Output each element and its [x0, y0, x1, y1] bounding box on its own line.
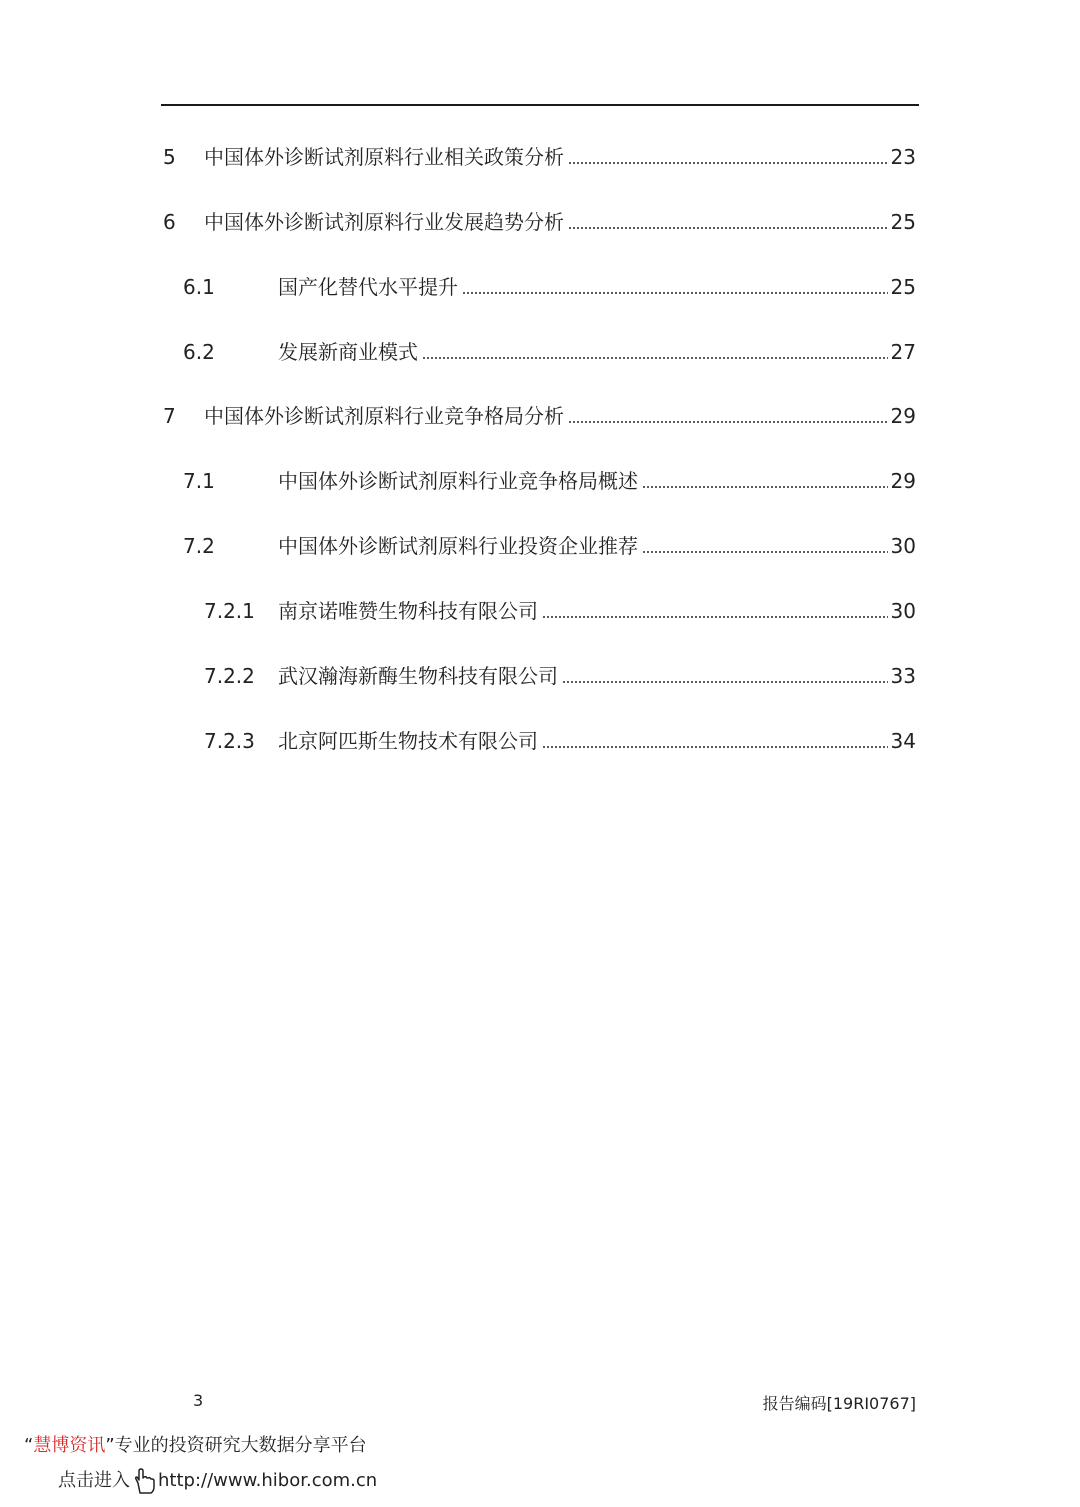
- toc-entry[interactable]: [163, 142, 916, 172]
- page-number: 3: [193, 1391, 204, 1410]
- toc-entry[interactable]: [163, 207, 916, 237]
- toc-entry-title: 武汉瀚海新酶生物科技有限公司: [278, 664, 558, 688]
- toc-entry-page: 29: [890, 404, 916, 428]
- open-quote: “: [24, 1435, 34, 1456]
- toc-entry-number: 7.2.3: [204, 729, 255, 753]
- toc-entry-title: 中国体外诊断试剂原料行业竞争格局分析: [204, 404, 564, 428]
- promo-tagline: 专业的投资研究大数据分享平台: [114, 1435, 367, 1456]
- toc-entry-page: 25: [890, 275, 916, 299]
- toc-entry[interactable]: [183, 337, 916, 367]
- toc-leader-dots: [562, 681, 888, 683]
- toc-entry[interactable]: [163, 401, 916, 431]
- toc-entry[interactable]: [204, 596, 916, 626]
- toc-entry-number: 6.1: [183, 275, 215, 299]
- toc-leader-dots: [422, 357, 888, 359]
- toc-entry[interactable]: [204, 661, 916, 691]
- toc-leader-dots: [462, 292, 888, 294]
- toc-leader-dots: [568, 421, 888, 423]
- toc-entry-number: 7: [163, 404, 176, 428]
- toc-entry-page: 30: [890, 599, 916, 623]
- toc-leader-dots: [568, 227, 888, 229]
- toc-entry-number: 6: [163, 210, 176, 234]
- toc-entry-page: 27: [890, 340, 916, 364]
- hand-pointer-icon: [132, 1467, 156, 1495]
- toc-entry-title: 中国体外诊断试剂原料行业相关政策分析: [204, 145, 564, 169]
- toc-leader-dots: [642, 486, 888, 488]
- toc-entry-number: 7.2.1: [204, 599, 255, 623]
- toc-entry-page: 34: [890, 729, 916, 753]
- toc-entry[interactable]: [183, 466, 916, 496]
- toc-entry-number: 7.2.2: [204, 664, 255, 688]
- toc-entry-number: 7.1: [183, 469, 215, 493]
- toc-leader-dots: [642, 551, 888, 553]
- click-enter-label: 点击进入: [58, 1470, 130, 1491]
- report-code: 报告编码[19RI0767]: [762, 1394, 916, 1413]
- toc-entry-title: 南京诺唯赞生物科技有限公司: [278, 599, 538, 623]
- toc-entry-number: 6.2: [183, 340, 215, 364]
- toc-leader-dots: [568, 162, 888, 164]
- brand-name: 慧博资讯: [33, 1435, 106, 1456]
- close-quote: ”: [105, 1435, 115, 1456]
- toc-entry-title: 中国体外诊断试剂原料行业竞争格局概述: [278, 469, 638, 493]
- toc-entry-page: 25: [890, 210, 916, 234]
- toc-entry-number: 5: [163, 145, 176, 169]
- toc-leader-dots: [542, 616, 888, 618]
- toc-entry[interactable]: [183, 531, 916, 561]
- promo-banner: [24, 1433, 367, 1459]
- toc-entry-page: 29: [890, 469, 916, 493]
- toc-entry-title: 中国体外诊断试剂原料行业投资企业推荐: [278, 534, 638, 558]
- toc-entry-page: 30: [890, 534, 916, 558]
- toc-entry[interactable]: [204, 726, 916, 756]
- toc-leader-dots: [542, 746, 888, 748]
- toc-entry-title: 北京阿匹斯生物技术有限公司: [278, 729, 538, 753]
- toc-entry-page: 33: [890, 664, 916, 688]
- promo-link-row[interactable]: [58, 1467, 377, 1495]
- toc-entry-number: 7.2: [183, 534, 215, 558]
- toc-entry-title: 中国体外诊断试剂原料行业发展趋势分析: [204, 210, 564, 234]
- toc-entry-title: 国产化替代水平提升: [278, 275, 458, 299]
- toc-entry-title: 发展新商业模式: [278, 340, 418, 364]
- toc-entry-page: 23: [890, 145, 916, 169]
- promo-url-link[interactable]: http://www.hibor.com.cn: [158, 1470, 378, 1491]
- toc-entry[interactable]: [183, 272, 916, 302]
